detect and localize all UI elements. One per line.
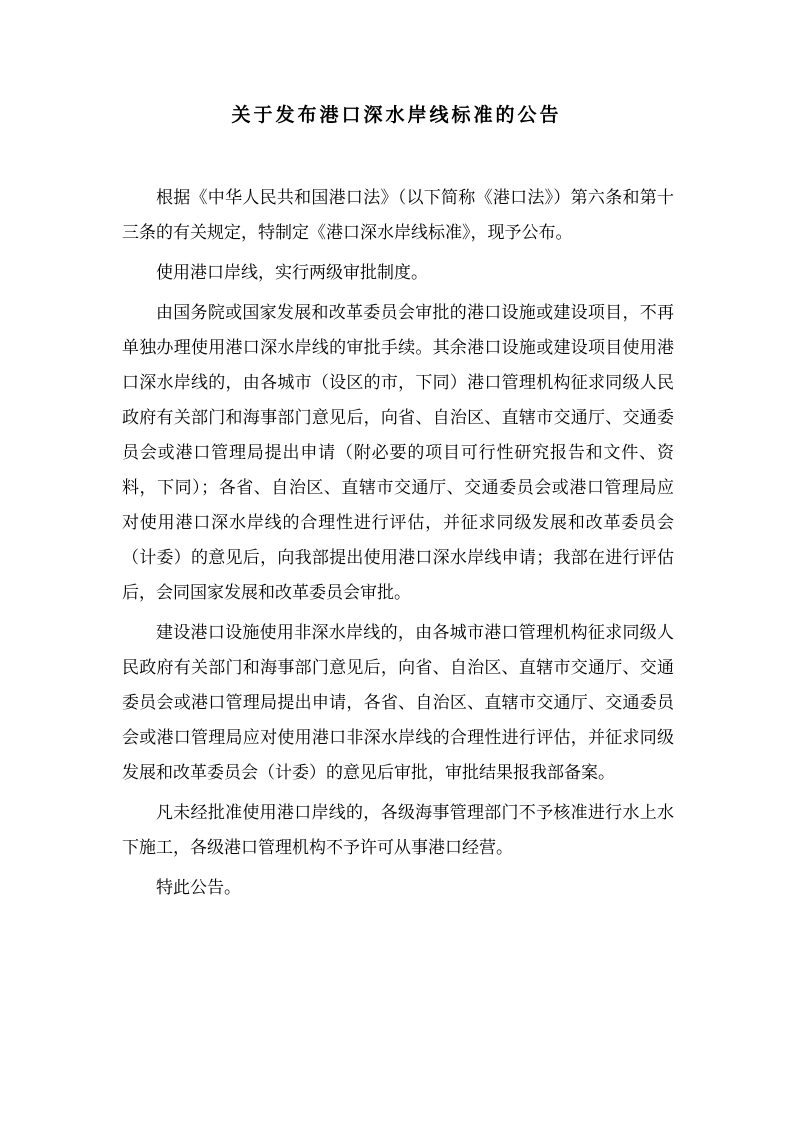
paragraph-unapproved-use: 凡未经批准使用港口岸线的，各级海事管理部门不予核准进行水上水下施工，各级港口管理机构不予许可从事港口经营。 bbox=[122, 803, 674, 858]
document-body bbox=[122, 181, 674, 906]
paragraph-non-deepwater-approval: 建设港口设施使用非深水岸线的，由各城市港口管理机构征求同级人民政府有关部门和海事部门意见后，向省、自治区、直辖市交通厅、交通委员会或港口管理局提出申请，各省、自治区、直辖市交通厅、交通委员会或港口管理局应对使用港口非深水岸线的合理性进行评估，并征求同级发展和改革委员会（计委）的意见后审批，审批结果报我部备案。 bbox=[122, 623, 674, 783]
paragraph-legal-basis: 根据《中华人民共和国港口法》（以下简称《港口法》）第六条和第十三条的有关规定，特制定《港口深水岸线标准》，现予公布。 bbox=[122, 188, 674, 243]
paragraph-approval-system: 使用港口岸线，实行两级审批制度。 bbox=[156, 263, 428, 283]
paragraph-closing: 特此公告。 bbox=[156, 878, 241, 898]
document-title: 关于发布港口深水岸线标准的公告 bbox=[231, 104, 562, 126]
paragraph-deepwater-approval: 由国务院或国家发展和改革委员会审批的港口设施或建设项目，不再单独办理使用港口深水岸线的审批手续。其余港口设施或建设项目使用港口深水岸线的，由各城市（设区的市，下同）港口管理机构征求同级人民政府有关部门和海事部门意见后，向省、自治区、直辖市交通厅、交通委员会或港口管理局提出申请（附必要的项目可行性研究报告和文件、资料，下同）；各省、自治区、直辖市交通厅、交通委员会或港口管理局应对使用港口深水岸线的合理性进行评估，并征求同级发展和改革委员会（计委）的意见后，向我部提出使用港口深水岸线申请；我部在进行评估后，会同国家发展和改革委员会审批。 bbox=[122, 303, 674, 603]
